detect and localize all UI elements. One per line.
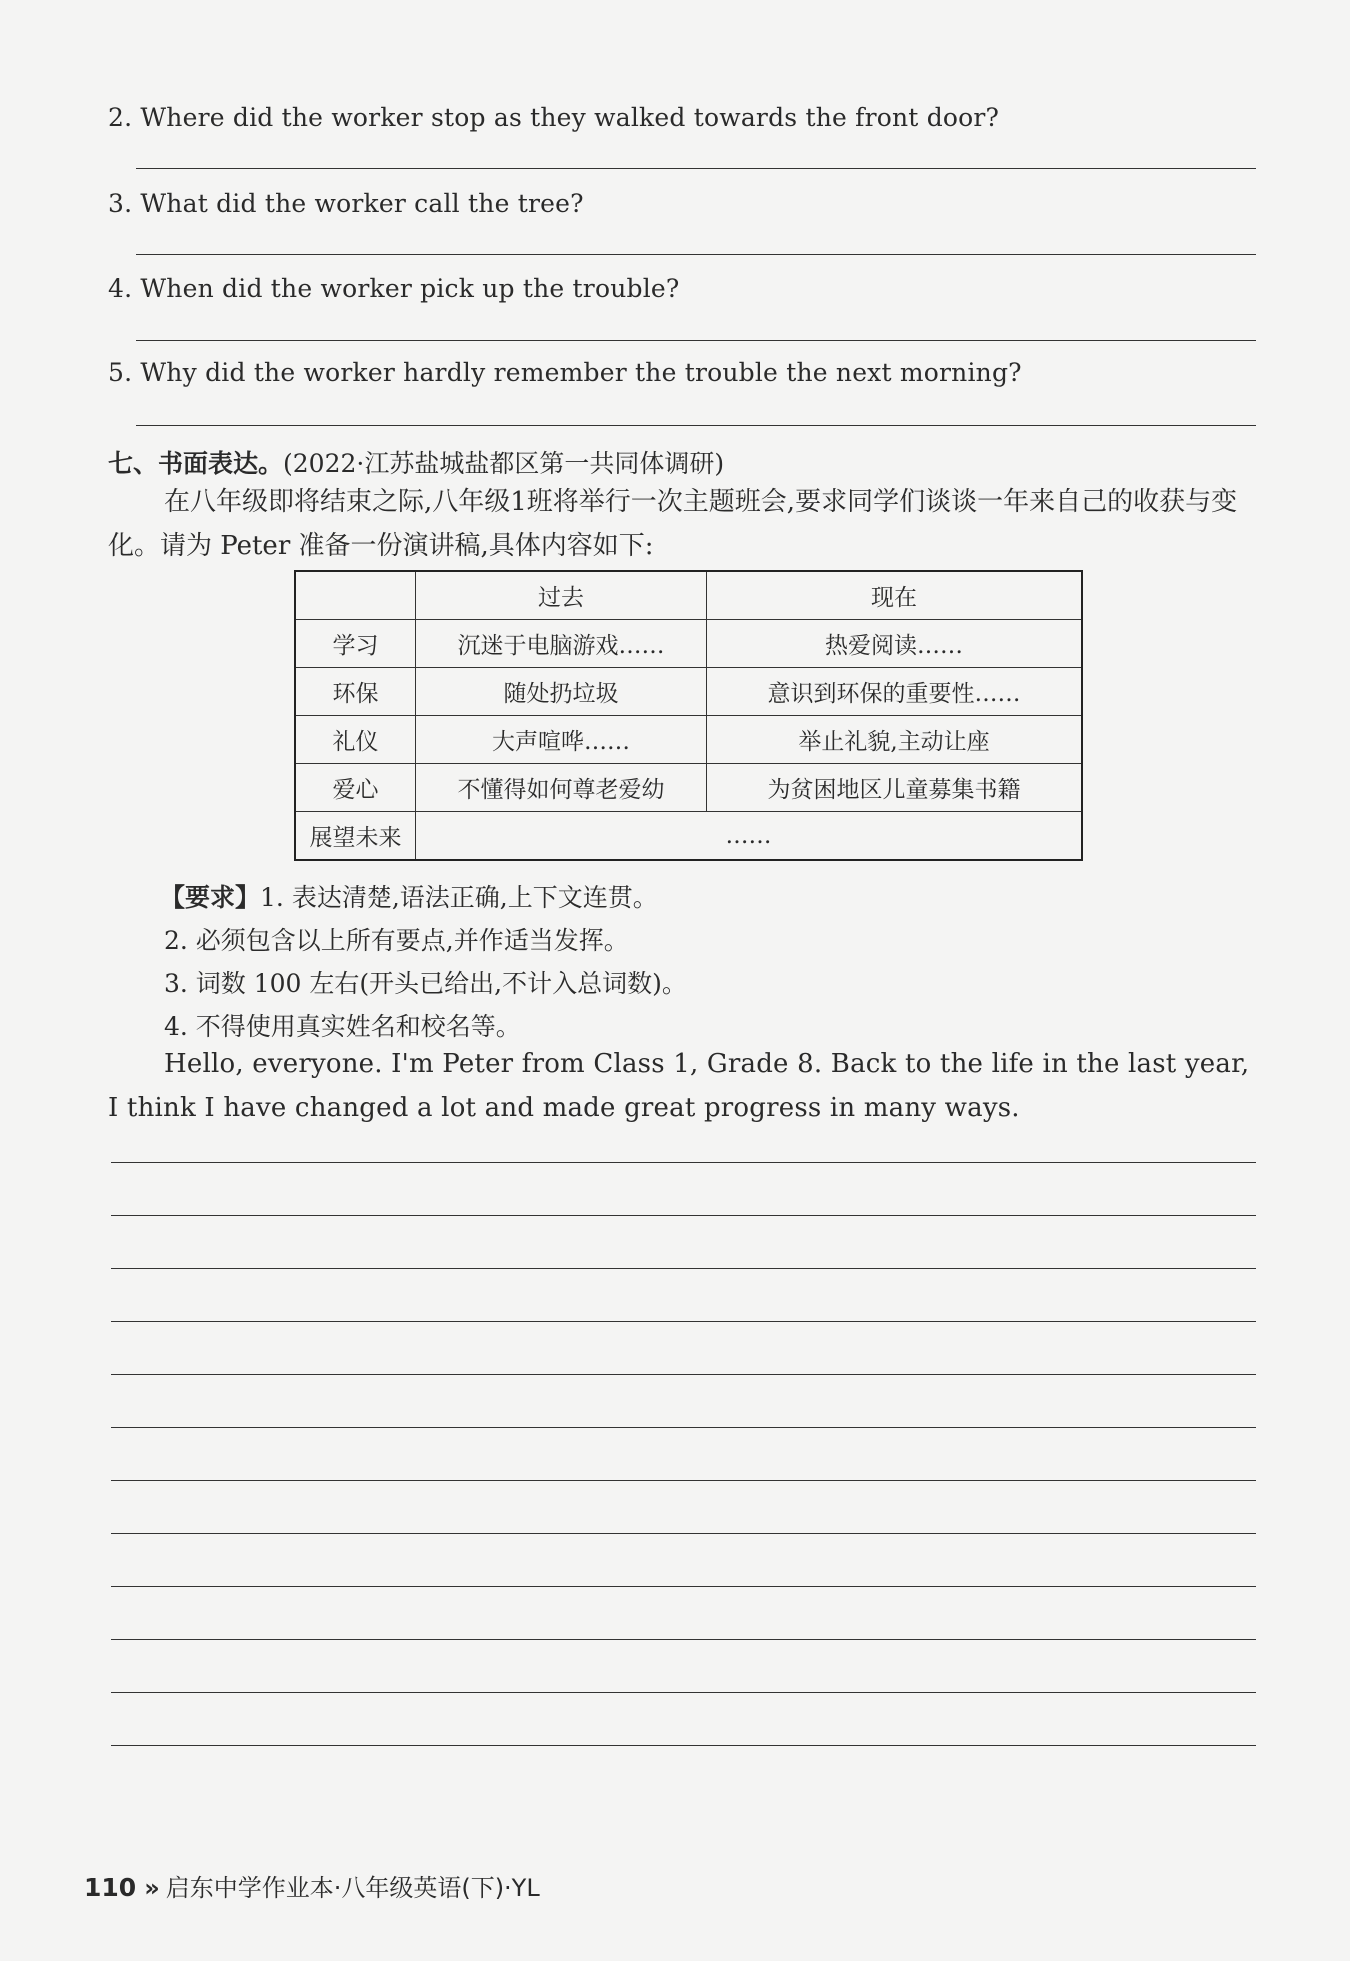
- table-cell: 不懂得如何尊老爱幼: [416, 764, 707, 812]
- requirement-2: 2. 必须包含以上所有要点,并作适当发挥。: [164, 926, 629, 955]
- table-cell: 大声喧哗……: [416, 716, 707, 764]
- chevron-icon: »: [144, 1874, 160, 1902]
- table-cell: 热爱阅读……: [707, 620, 1083, 668]
- writing-line[interactable]: [111, 1480, 1256, 1481]
- question-3: 3. What did the worker call the tree?: [108, 189, 584, 218]
- table-cell: 沉迷于电脑游戏……: [416, 620, 707, 668]
- table-cell: 礼仪: [295, 716, 416, 764]
- writing-line[interactable]: [111, 1374, 1256, 1375]
- writing-line[interactable]: [111, 1692, 1256, 1693]
- writing-line[interactable]: [111, 1162, 1256, 1163]
- writing-line[interactable]: [111, 1268, 1256, 1269]
- page-footer: [84, 1868, 540, 1903]
- writing-line[interactable]: [111, 1745, 1256, 1746]
- section-intro: 在八年级即将结束之际,八年级1班将举行一次主题班会,要求同学们谈谈一年来自己的收获与变化。请为 Peter 准备一份演讲稿,具体内容如下:: [108, 487, 1238, 561]
- page-number: 110: [84, 1873, 137, 1902]
- writing-line[interactable]: [111, 1215, 1256, 1216]
- answer-line-4[interactable]: [136, 340, 1256, 341]
- section-title: [108, 444, 724, 480]
- writing-line[interactable]: [111, 1321, 1256, 1322]
- requirement-3: 3. 词数 100 左右(开头已给出,不计入总词数)。: [164, 969, 687, 998]
- writing-line[interactable]: [111, 1427, 1256, 1428]
- table-cell: 举止礼貌,主动让座: [707, 716, 1083, 764]
- table-row: [295, 764, 1082, 812]
- table-header-cell: [295, 571, 416, 620]
- requirement-1: [160, 878, 658, 914]
- table-cell: 展望未来: [295, 812, 416, 861]
- answer-line-3[interactable]: [136, 254, 1256, 255]
- writing-line[interactable]: [111, 1586, 1256, 1587]
- content-table: [294, 570, 1083, 861]
- table-row: [295, 620, 1082, 668]
- table-header-row: [295, 571, 1082, 620]
- section-heading: 七、书面表达。: [108, 449, 284, 478]
- writing-line[interactable]: [111, 1533, 1256, 1534]
- table-cell: ……: [416, 812, 1083, 861]
- table-cell: 爱心: [295, 764, 416, 812]
- essay-opening: Hello, everyone. I'm Peter from Class 1, Grade 8. Back to the life in the last year, I think I have changed a lot and made great progress in many ways.: [108, 1049, 1250, 1123]
- requirement-text: 1. 表达清楚,语法正确,上下文连贯。: [260, 883, 658, 912]
- section-source: (2022·江苏盐城盐都区第一共同体调研): [283, 449, 725, 478]
- question-4: 4. When did the worker pick up the trouble?: [108, 274, 680, 303]
- table-cell: 为贫困地区儿童募集书籍: [707, 764, 1083, 812]
- table-cell: 随处扔垃圾: [416, 668, 707, 716]
- table-header-cell: 现在: [707, 571, 1083, 620]
- table-row: [295, 668, 1082, 716]
- requirement-4: 4. 不得使用真实姓名和校名等。: [164, 1012, 521, 1041]
- table-cell: 意识到环保的重要性……: [707, 668, 1083, 716]
- requirements-label: 【要求】: [160, 883, 261, 912]
- table-cell: 学习: [295, 620, 416, 668]
- table-header-cell: 过去: [416, 571, 707, 620]
- table-cell: 环保: [295, 668, 416, 716]
- table-row: [295, 716, 1082, 764]
- writing-line[interactable]: [111, 1639, 1256, 1640]
- question-5: 5. Why did the worker hardly remember the trouble the next morning?: [108, 358, 1022, 387]
- table-row-future: [295, 812, 1082, 861]
- answer-line-2[interactable]: [136, 168, 1256, 169]
- question-2: 2. Where did the worker stop as they walked towards the front door?: [108, 103, 1000, 132]
- book-title: 启东中学作业本·八年级英语(下)·YL: [165, 1874, 540, 1902]
- answer-line-5[interactable]: [136, 425, 1256, 426]
